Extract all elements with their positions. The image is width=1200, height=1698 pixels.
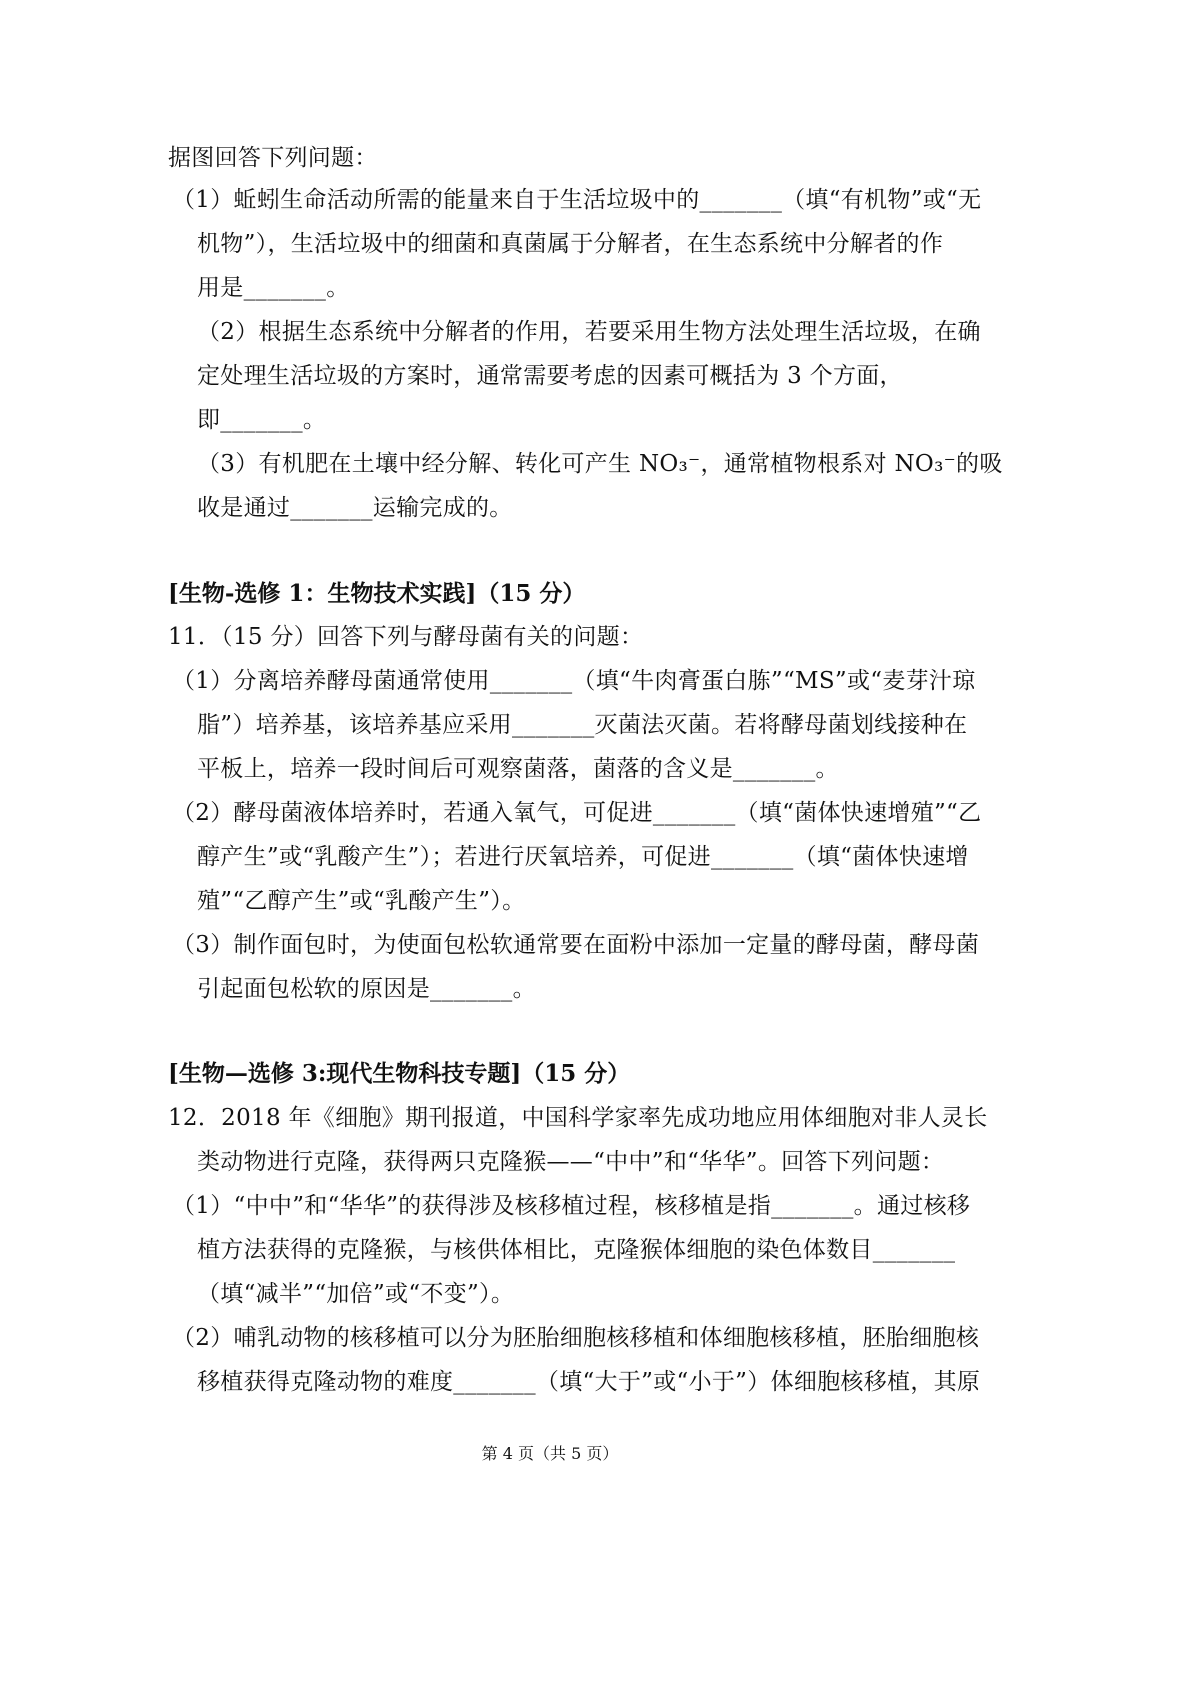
q11-p3-line1: （3）制作面包时，为使面包松软通常要在面粉中添加一定量的酵母菌，酵母菌 (172, 932, 980, 958)
q12-p1-line1: （1）“中中”和“华华”的获得涉及核移植过程，核移植是指_______。通过核移 (172, 1193, 971, 1219)
q10-p2-line3: 即_______。 (197, 407, 327, 433)
q12-stem-line1: 12．2018 年《细胞》期刊报道，中国科学家率先成功地应用体细胞对非人灵长 (168, 1105, 988, 1131)
q10-p1-line3: 用是_______。 (197, 275, 350, 301)
q10-p1-line2: 机物”），生活垃圾中的细菌和真菌属于分解者，在生态系统中分解者的作 (197, 231, 944, 257)
q10-p3-line2: 收是通过_______运输完成的。 (197, 495, 513, 521)
section-heading-elective1: [生物-选修 1：生物技术实践]（15 分） (168, 580, 586, 607)
q10-p3-line1: （3）有机肥在土壤中经分解、转化可产生 NO₃⁻，通常植物根系对 NO₃⁻的吸 (197, 451, 1003, 477)
q11-p2-line1: （2）酵母菌液体培养时，若通入氧气，可促进_______（填“菌体快速增殖”“乙 (172, 800, 982, 826)
q12-stem-line2: 类动物进行克隆，获得两只克隆猴——“中中”和“华华”。回答下列问题： (197, 1149, 945, 1175)
q12-p1-line2: 植方法获得的克隆猴，与核供体相比，克隆猴体细胞的染色体数目_______ (197, 1237, 956, 1263)
q10-p1-line1: （1）蚯蚓生命活动所需的能量来自于生活垃圾中的_______（填“有机物”或“无 (172, 187, 982, 213)
page-footer: 第 4 页（共 5 页） (481, 1444, 619, 1463)
q11-p3-line2: 引起面包松软的原因是_______。 (197, 976, 536, 1002)
q11-p1-line2: 脂”）培养基，该培养基应采用_______灭菌法灭菌。若将酵母菌划线接种在 (197, 712, 968, 738)
section-heading-elective3: [生物—选修 3:现代生物科技专题]（15 分） (168, 1060, 631, 1087)
q11-p2-line3: 殖”“乙醇产生”或“乳酸产生”）。 (197, 888, 526, 914)
q12-p1-line3: （填“减半”“加倍”或“不变”）。 (197, 1281, 515, 1307)
q11-p1-line3: 平板上，培养一段时间后可观察菌落，菌落的含义是_______。 (197, 756, 839, 782)
q11-stem: 11．（15 分）回答下列与酵母菌有关的问题： (168, 624, 644, 650)
q12-p2-line1: （2）哺乳动物的核移植可以分为胚胎细胞核移植和体细胞核移植，胚胎细胞核 (172, 1325, 980, 1351)
q10-p2-line1: （2）根据生态系统中分解者的作用，若要采用生物方法处理生活垃圾，在确 (197, 319, 981, 345)
q10-p2-line2: 定处理生活垃圾的方案时，通常需要考虑的因素可概括为 3 个方面， (197, 363, 903, 389)
q11-p1-line1: （1）分离培养酵母菌通常使用_______（填“牛肉膏蛋白胨”“MS”或“麦芽汁琼 (172, 668, 976, 694)
intro-text: 据图回答下列问题： (168, 145, 378, 171)
q12-p2-line2: 移植获得克隆动物的难度_______（填“大于”或“小于”）体细胞核移植，其原 (197, 1369, 981, 1395)
q11-p2-line2: 醇产生”或“乳酸产生”）；若进行厌氧培养，可促进_______（填“菌体快速增 (197, 844, 969, 870)
